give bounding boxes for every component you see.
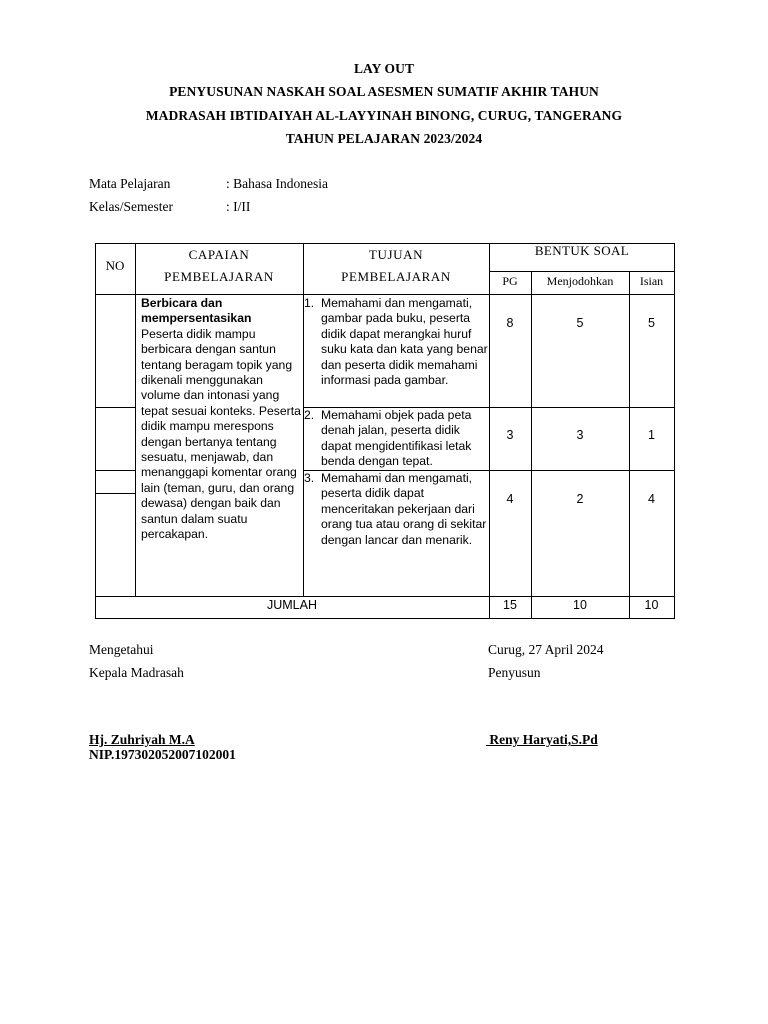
table-row-divider	[95, 596, 135, 597]
headmaster-name: Hj. Zuhriyah M.A	[89, 732, 195, 747]
headmaster-label: Kepala Madrasah	[89, 665, 184, 680]
row3-isian: 4	[648, 492, 655, 506]
row1-isian: 5	[648, 316, 655, 330]
tujuan-item-3	[304, 471, 489, 548]
headmaster-nip: NIP.197302052007102001	[89, 747, 236, 762]
composer-label: Penyusun	[488, 665, 541, 680]
col-header-menjodohkan: Menjodohkan	[546, 274, 614, 288]
table-row-divider	[135, 596, 303, 597]
table-border-bottom	[95, 618, 675, 619]
composer-name: Reny Haryati,S.Pd	[486, 732, 598, 747]
row1-pg: 8	[506, 316, 514, 330]
col-header-bentuk-soal: BENTUK SOAL	[534, 243, 630, 258]
subject-label: Mata Pelajaran	[89, 176, 171, 191]
tujuan-number: 1.	[304, 296, 315, 310]
document-title: LAY OUT	[353, 61, 415, 76]
table-subheader-line	[489, 271, 675, 272]
tujuan-number: 3.	[304, 471, 315, 485]
subject-value: : Bahasa Indonesia	[226, 176, 328, 191]
tujuan-text: Memahami dan mengamati, gambar pada buku, peserta didik dapat merangkai huruf suku kata dan kata yang benar dan peserta didik memahami informasi pada gambar.	[321, 296, 488, 388]
class-value: : I/II	[226, 199, 251, 214]
academic-year: TAHUN PELAJARAN 2023/2024	[285, 131, 483, 146]
tujuan-text: Memahami objek pada peta denah jalan, peserta didik dapat mengidentifikasi letak benda dengan tepat.	[321, 408, 472, 469]
table-border-left	[95, 243, 96, 619]
col-header-pg: PG	[502, 274, 518, 288]
total-menjodohkan: 10	[573, 598, 587, 612]
col-header-capaian-2: PEMBELAJARAN	[164, 269, 274, 284]
row2-menjodohkan: 3	[576, 428, 584, 442]
row2-pg: 3	[506, 428, 514, 442]
table-row-divider	[95, 493, 135, 494]
acknowledged-label: Mengetahui	[89, 642, 154, 657]
document-subtitle: PENYUSUNAN NASKAH SOAL ASESMEN SUMATIF AKHIR TAHUN	[169, 84, 599, 99]
tujuan-item-2	[304, 408, 489, 470]
col-header-tujuan-2: PEMBELAJARAN	[341, 269, 451, 284]
table-border-right	[674, 243, 675, 619]
col-header-tujuan-1: TUJUAN	[368, 247, 424, 262]
col-header-no: NO	[105, 258, 125, 273]
total-label: JUMLAH	[266, 598, 317, 612]
row3-menjodohkan: 2	[576, 492, 584, 506]
table-header-bottom	[95, 294, 675, 295]
school-name: MADRASAH IBTIDAIYAH AL-LAYYINAH BINONG, CURUG, TANGERANG	[145, 108, 623, 123]
table-row-divider	[489, 596, 675, 597]
capaian-cell	[141, 296, 301, 543]
table-row-divider	[95, 407, 135, 408]
total-pg: 15	[503, 598, 517, 612]
class-label: Kelas/Semester	[89, 199, 173, 214]
col-header-isian: Isian	[639, 274, 664, 288]
table-row-divider	[95, 470, 135, 471]
place-date: Curug, 27 April 2024	[488, 642, 604, 657]
row2-isian: 1	[648, 428, 655, 442]
tujuan-text: Memahami dan mengamati, peserta didik dapat menceritakan pekerjaan dari orang tua atau orang di sekitar dengan lancar dan menarik.	[321, 471, 487, 547]
capaian-heading: Berbicara dan mempersentasikan	[141, 296, 252, 326]
tujuan-number: 2.	[304, 408, 315, 422]
tujuan-item-1	[304, 296, 489, 388]
table-row-divider	[303, 596, 489, 597]
row3-pg: 4	[506, 492, 514, 506]
total-isian: 10	[644, 598, 659, 612]
col-header-capaian-1: CAPAIAN	[188, 247, 250, 262]
row1-menjodohkan: 5	[576, 316, 584, 330]
capaian-body: Peserta didik mampu berbicara dengan santun tentang beragam topik yang dikenali menggunakan volume dan intonasi yang tepat sesuai konteks. Peserta didik mampu merespons dengan bertanya tentang sesuatu, menjawab, dan menanggapi komentar orang lain (teman, guru, dan orang dewasa) dengan baik dan santun dalam suatu percakapan.	[141, 326, 301, 542]
table-col-divider	[135, 243, 136, 596]
